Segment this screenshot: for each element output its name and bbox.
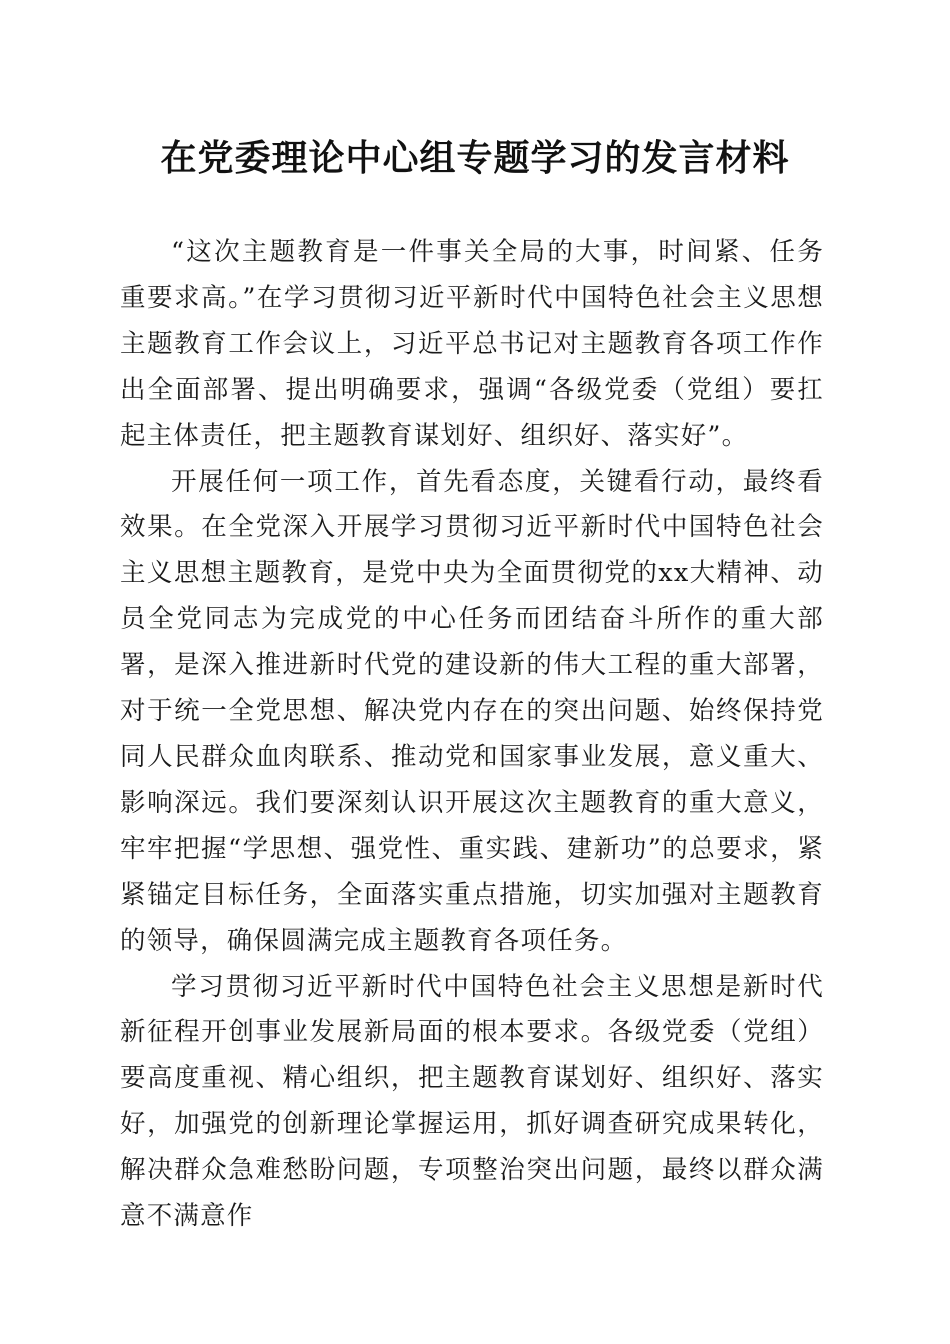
document-body [120,230,824,1240]
paragraph-1: “这次主题教育是一件事关全局的大事，时间紧、任务重要求高。”在学习贯彻习近平新时代中国特色社会主义思想主题教育工作会议上，习近平总书记对主题教育各项工作作出全面部署、提出明确要求，强调“各级党委（党组）要扛起主体责任，把主题教育谋划好、组织好、落实好”。 [120,237,824,451]
paragraph-3: 学习贯彻习近平新时代中国特色社会主义思想是新时代新征程开创事业发展新局面的根本要求。各级党委（党组）要高度重视、精心组织，把主题教育谋划好、组织好、落实好，加强党的创新理论掌握运用，抓好调查研究成果转化，解决群众急难愁盼问题，专项整治突出问题，最终以群众满意不满意作 [120,971,824,1232]
document-title: 在党委理论中心组专题学习的发言材料 [160,137,790,179]
paragraph-2: 开展任何一项工作，首先看态度，关键看行动，最终看效果。在全党深入开展学习贯彻习近平新时代中国特色社会主义思想主题教育，是党中央为全面贯彻党的xx大精神、动员全党同志为完成党的中心任务而团结奋斗所作的重大部署，是深入推进新时代党的建设新的伟大工程的重大部署，对于统一全党思想、解决党内存在的突出问题、始终保持党同人民群众血肉联系、推动党和国家事业发展，意义重大、影响深远。我们要深刻认识开展这次主题教育的重大意义，牢牢把握“学思想、强党性、重实践、建新功”的总要求，紧紧锚定目标任务，全面落实重点措施，切实加强对主题教育的领导，确保圆满完成主题教育各项任务。 [120,466,824,956]
